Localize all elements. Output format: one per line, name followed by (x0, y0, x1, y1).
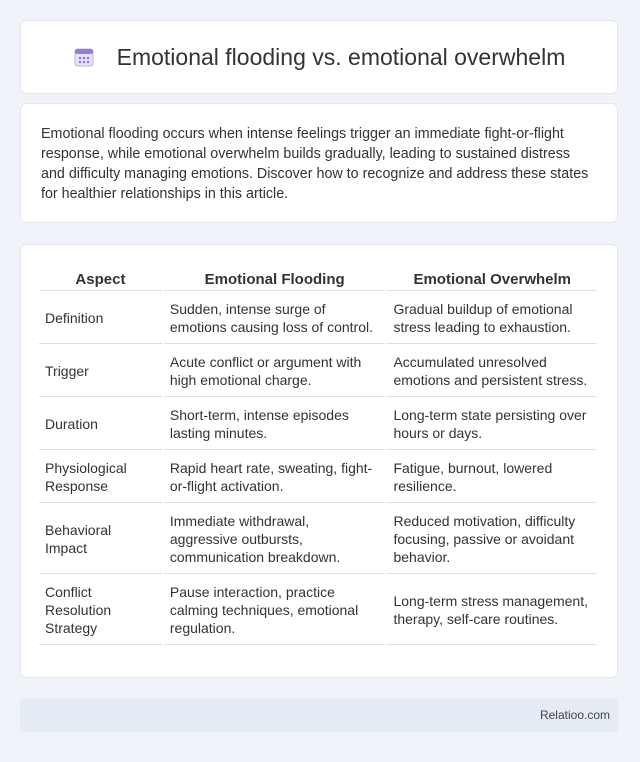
page-title: Emotional flooding vs. emotional overwhelm (116, 43, 566, 70)
cell-overwhelm: Gradual buildup of emotional stress leading to exhaustion. (387, 293, 597, 344)
cell-aspect: Behavioral Impact (39, 505, 162, 574)
cell-flooding: Immediate withdrawal, aggressive outbursts, communication breakdown. (164, 505, 386, 574)
cell-aspect: Physiological Response (39, 452, 162, 503)
cell-aspect: Trigger (39, 346, 162, 397)
cell-aspect: Duration (39, 399, 162, 450)
intro-paragraph: Emotional flooding occurs when intense feelings trigger an immediate fight-or-flight response, while emotional overwhelm builds gradually, leading to sustained distress and difficulty managing emotions. Discover how to recognize and address these states for healthier relationships in this article. (41, 126, 589, 202)
cell-flooding: Rapid heart rate, sweating, fight-or-flight activation. (164, 452, 386, 503)
table-row (39, 576, 597, 645)
table-row (39, 505, 597, 574)
cell-flooding: Sudden, intense surge of emotions causing loss of control. (164, 293, 386, 344)
table-row (39, 293, 597, 344)
cell-aspect: Conflict Resolution Strategy (39, 576, 162, 645)
cell-aspect: Definition (39, 293, 162, 344)
cell-flooding: Acute conflict or argument with high emotional charge. (164, 346, 386, 397)
footer (20, 698, 618, 732)
calendar-icon (73, 46, 95, 68)
table-row (39, 346, 597, 397)
cell-flooding: Short-term, intense episodes lasting minutes. (164, 399, 386, 450)
intro-card (20, 103, 618, 223)
header-aspect: Aspect (39, 267, 162, 291)
cell-overwhelm: Reduced motivation, difficulty focusing, passive or avoidant behavior. (387, 505, 597, 574)
cell-overwhelm: Long-term state persisting over hours or days. (387, 399, 597, 450)
header-emotional-overwhelm: Emotional Overwhelm (387, 267, 597, 291)
comparison-card (20, 244, 618, 678)
cell-flooding: Pause interaction, practice calming techniques, emotional regulation. (164, 576, 386, 645)
cell-overwhelm: Long-term stress management, therapy, self-care routines. (387, 576, 597, 645)
title-card (20, 20, 618, 94)
table-header-row (39, 267, 597, 291)
table-row (39, 452, 597, 503)
table-row (39, 399, 597, 450)
header-emotional-flooding: Emotional Flooding (164, 267, 386, 291)
cell-overwhelm: Fatigue, burnout, lowered resilience. (387, 452, 597, 503)
cell-overwhelm: Accumulated unresolved emotions and persistent stress. (387, 346, 597, 397)
comparison-table (37, 265, 599, 647)
footer-site-name: Relatioo.com (539, 708, 610, 722)
